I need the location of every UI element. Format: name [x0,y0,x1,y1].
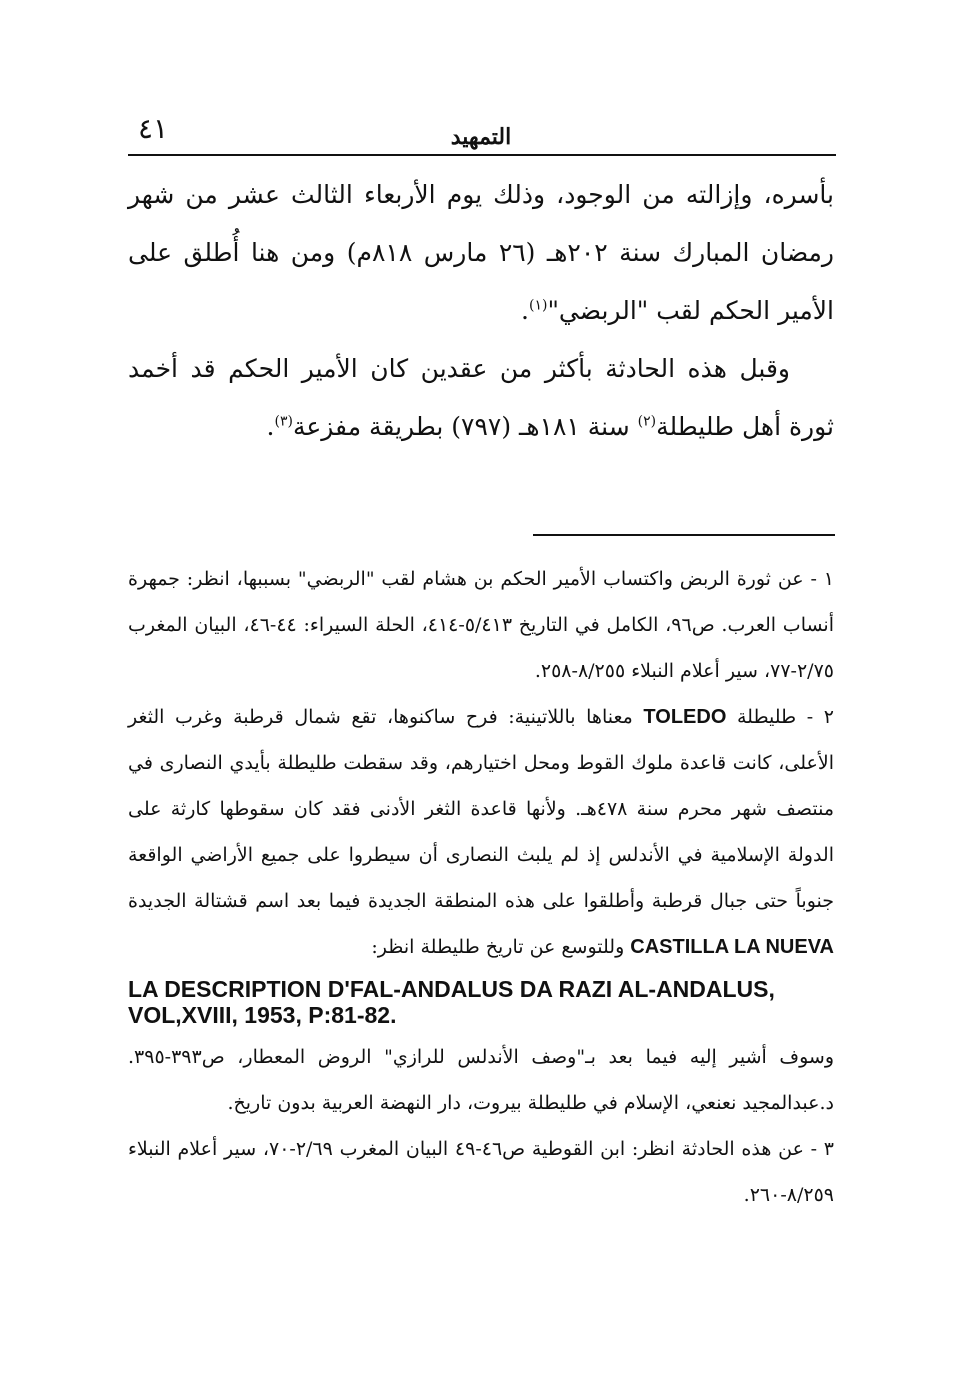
footnote-3: ٣ - عن هذه الحادثة انظر: ابن القوطية ص٤٦-٤٩ البيان المغرب ٢/٦٩-٧٠، سير أعلام النبلاء ٨/٢٥٩-٢٦٠. [128,1138,834,1206]
footnote-ref-2: (٢) [637,413,657,430]
page-header [128,108,834,156]
page-number: ٤١ [138,112,169,145]
footnote-2-text-c: وللتوسع عن تاريخ طليطلة انظر: [371,936,631,958]
paragraph-2-text-a: وقبل هذه الحادثة بأكثر من عقدين كان الأمير الحكم قد أخمد ثورة أهل طليطلة [128,354,834,441]
bibliography-reference [128,976,834,1028]
main-text [128,166,834,456]
paragraph-2-end: . [266,412,275,441]
paragraph-2 [128,340,834,456]
footnotes [128,556,834,1218]
footnote-1: ١ - عن ثورة الربض واكتساب الأمير الحكم بن هشام لقب "الربضي" بسببها، انظر: جمهرة أنساب العرب. ص٩٦، الكامل في التاريخ ٥/٤١٣-٤١٤، الحلة السيراء: ٤٤-٤٦، البيان المغرب ٢/٧٥-٧٧، سير أعلام النبلاء ٨/٢٥٥-٢٥٨. [128,568,835,682]
castilla-term: CASTILLA LA NUEVA [630,936,834,958]
running-title: التمهيد [450,124,512,150]
paragraph-1-text: بأسره، وإزالته من الوجود، وذلك يوم الأربعاء الثالث عشر من شهر رمضان المبارك سنة ٢٠٢هـ (٢٦ مارس ٨١٨م) ومن هنا أُطلق على الأمير الحكم لقب "الربضي" [128,180,834,325]
bibliography-line-1: LA DESCRIPTION D'FAL-ANDALUS DA RAZI AL-ANDALUS, [128,976,775,1002]
bibliography-line-2: VOL,XVIII, 1953, P:81-82. [128,1002,397,1028]
footnote-ref-1: (١) [528,297,548,314]
footnote-ref-3: (٣) [274,413,293,430]
paragraph-1 [128,166,834,340]
toledo-term: TOLEDO [643,706,727,728]
paragraph-1-end: . [521,296,529,325]
footnote-2-text-b: معناها باللاتينية: فرح ساكنوها، تقع شمال قرطبة وغرب الثغر الأعلى، كانت قاعدة ملوك القوط ومحل اختيارهم، وقد سقطت طليطلة بأيدي النصارى في منتصف شهر محرم سنة ٤٧٨هـ. ولأنها قاعدة الثغر الأدنى فقد كان سقوطها كارثة على الدولة الإسلامية في الأندلس إذ لم يلبث النصارى أن سيطروا على جميع الأراضي الواقعة جنوباً حتى جبال قرطبة وأطلقوا على هذه المنطقة الجديدة فيما بعد اسم قشتالة الجديدة [128,706,834,912]
footnote-2-continued: وسوف أشير إليه فيما بعد بـ"وصف الأندلس للرازي" الروض المعطار، ص٣٩٣-٣٩٥. د.عبدالمجيد نعنعي، الإسلام في طليطلة بيروت، دار النهضة العربية بدون تاريخ. [128,1046,834,1114]
paragraph-2-text-b: سنة ١٨١هـ (٧٩٧) بطريقة مفزعة [292,412,638,441]
footnote-separator [533,534,835,536]
footnote-2-text-a: ٢ - طليطلة [726,706,834,728]
footnote-2 [128,694,834,970]
header-rule [128,154,836,156]
